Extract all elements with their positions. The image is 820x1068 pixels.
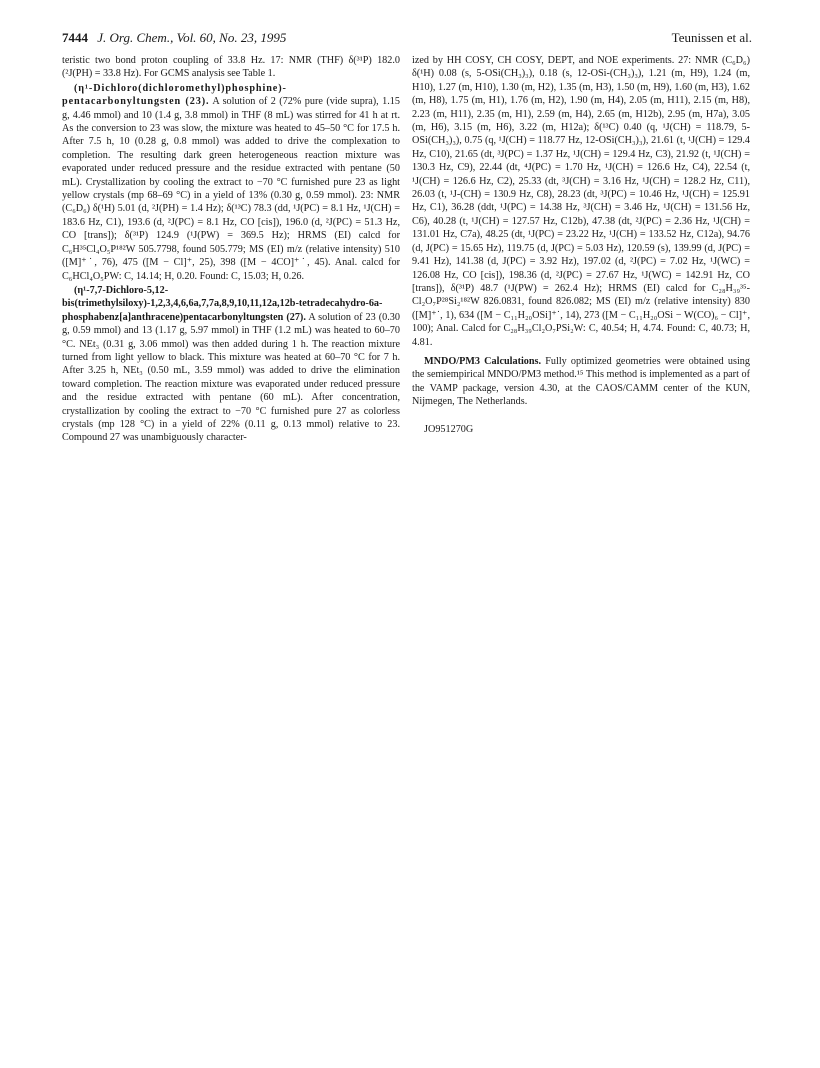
compound-23-paragraph	[62, 82, 400, 283]
right-column	[412, 54, 750, 436]
continuation-paragraph	[62, 54, 400, 81]
compound-27-heading: (η¹-7,7-Dichloro-5,12-bis(trimethylsiloxy)-1,2,3,4,6,6a,7,7a,8,9,10,11,12a,12b-tetradecahydro-6a-phosphabenz[a]anthracene)pentacarbonyltungsten (27).	[62, 284, 383, 323]
manuscript-id-text: JO951270G	[424, 423, 474, 435]
compound-23-heading: (η¹-Dichloro(dichloromethyl)phosphine)-pentacarbonyltungsten (23).	[62, 82, 287, 108]
compound-27-paragraph	[62, 284, 400, 445]
paragraph-text: A solution of 23 (0.30 g, 0.59 mmol) and 13 (1.17 g, 5.97 mmol) in THF (1.2 mL) was heated to 60–70 °C. NEt₃ (0.31 g, 3.06 mmol) was then added during 1 h. The reaction mixture turned from light yellow to black. This mixture was heated at 60–70 °C for 7 h. After 3.25 h, NEt₃ (0.50 mL, 3.59 mmol) was added to drive the elimination toward completion. The reaction mixture was evaporated under reduced pressure and the residue extracted with pentane (60 mL). After concentration, crystallization by cooling the extract to −70 °C furnished pure 27 as colorless crystals (mp 128 °C) in a yield of 22% (0.11 g, 0.13 mmol) relative to 23. Compound 27 was unambiguously character-	[62, 311, 400, 444]
paragraph-text: teristic two bond proton coupling of 33.8 Hz. 17: NMR (THF) δ(³¹P) 182.0 (²J(PH) = 33.8 Hz). For GCMS analysis see Table 1.	[62, 55, 400, 80]
paragraph-text: ized by HH COSY, CH COSY, DEPT, and NOE experiments. 27: NMR (C₆D₆) δ(¹H) 0.08 (s, 5-OSi(CH₃)₃), 0.18 (s, 12-OSi-(CH₃)₃), 1.21 (m, H9), 1.24 (m, H10), 1.27 (m, H10), 1.30 (m, H2), 1.35 (m, H3), 1.50 (m, H9), 1.60 (m, H3), 1.62 (m, H8), 1.75 (m, H1), 1.76 (m, H2), 1.90 (m, H4), 2.05 (m, H11), 2.15 (m, H8), 2.23 (m, H11), 2.35 (m, H1), 2.59 (m, H4), 2.65 (m, H12b), 2.95 (m, H7a), 3.05 (m, H6), 3.15 (m, H6), 3.22 (m, H12a); δ(¹³C) 0.40 (q, ¹J(CH) = 118.79, 5-OSi(CH₃)₃), 0.75 (q, ¹J(CH) = 118.77 Hz, 12-OSi(CH₃)₃), 21.61 (t, ¹J(CH) = 129.4 Hz, C10), 21.65 (dt, ³J(PC) = 1.37 Hz, ¹J(CH) = 129.4 Hz, C3), 21.92 (t, ¹J(CH) = 130.3 Hz, C9), 22.44 (dt, ⁴J(PC) = 1.70 Hz, ¹J(CH) = 126.6 Hz, C4), 22.54 (t, ¹J(CH) = 126.6 Hz, C2), 25.33 (dt, ³J(CH) = 3.16 Hz, ¹J(CH) = 128.2 Hz, C11), 26.03 (t, ¹J-(CH) = 130.9 Hz, C8), 28.23 (dt, ³J(PC) = 10.46 Hz, ¹J(CH) = 125.91 Hz, C1), 36.28 (ddt, ¹J(PC) = 14.38 Hz, ³J(CH) = 3.46 Hz, ¹J(CH) = 131.56 Hz, C6), 40.28 (t, ¹J(CH) = 127.57 Hz, C12b), 47.38 (dt, ²J(PC) = 2.36 Hz, ¹J(CH) = 131.01 Hz, C7a), 48.25 (dt, ¹J(PC) = 23.22 Hz, ¹J(CH) = 133.52 Hz, C12a), 94.76 (d, J(PC) = 15.65 Hz), 119.75 (d, J(PC) = 5.03 Hz), 120.59 (s), 139.99 (d, J(PC) = 9.41 Hz), 141.38 (d, J(PC) = 3.92 Hz), 197.02 (d, ²J(PC) = 7.02 Hz, ¹J(WC) = 126.08 Hz, CO [cis]), 198.36 (d, ²J(PC) = 27.67 Hz, ¹J(WC) = 142.91 Hz, CO [trans]), δ(³¹P) 48.7 (¹J(PW) = 262.4 Hz); HRMS (EI) calcd for C₂₈H₃₉³⁵-Cl₂O₇P²⁸Si₂¹⁸²W 826.0831, found 826.082; MS (EI) m/z (relative intensity) 830 ([M]⁺˙, 1), 634 ([M − C₁₁H₂₀OSi]⁺˙, 14), 273 ([M − C₁₁H₂₀OSi − W(CO)₆ − Cl]⁺, 100); Anal. Calcd for C₂₈H₃₉Cl₂O₇PSi₂W: C, 40.54; H, 4.74. Found: C, 40.73; H, 4.81.	[412, 55, 750, 348]
paragraph-text: Fully optimized geometries were obtained using the semiempirical MNDO/PM3 method.¹⁵ This method is implemented as a part of the VAMP package, version 4.30, at the CAOS/CAMM center of the KUN, Nijmegen, The Netherlands.	[412, 355, 750, 408]
journal-citation: J. Org. Chem., Vol. 60, No. 23, 1995	[97, 30, 287, 45]
running-author: Teunissen et al.	[671, 30, 752, 45]
nmr-data-paragraph	[412, 54, 750, 349]
page-header	[62, 30, 752, 48]
page-number: 7444	[62, 30, 88, 45]
left-column	[62, 54, 400, 445]
header-left	[62, 30, 286, 46]
mndo-paragraph	[412, 355, 750, 409]
paragraph-text: A solution of 2 (72% pure (vide supra), 1.15 g, 4.46 mmol) and 10 (1.4 g, 3.8 mmol) in THF (8 mL) was stirred for 41 h at rt. As the conversion to 23 was slow, the mixture was heated to 45–50 °C for 17.5 h. After 7.5 h, 10 (0.28 g, 0.8 mmol) was added to drive the complexation to completion. The resulting dark green heterogeneous reaction mixture was evaporated under reduced pressure and the residue extracted with pentane (50 mL). Crystallization by cooling the extract to −70 °C furnished pure 23 as light yellow crystals (mp 68–69 °C) in a yield of 13% (0.30 g, 0.59 mmol). 23: NMR (C₆D₆) δ(¹H) 5.01 (d, ²J(PH) = 1.4 Hz); δ(¹³C) 78.3 (dd, ¹J(PC) = 8.1 Hz, ¹J(CH) = 183.6 Hz, C1), 193.6 (d, ²J(PC) = 8.1 Hz, CO [cis]), 196.0 (d, ²J(PC) = 51.3 Hz, CO [trans]); δ(³¹P) 124.9 (¹J(PW) = 369.5 Hz); HRMS (EI) calcd for C₆H³⁵Cl₄O₅P¹⁸²W 505.7798, found 505.779; MS (EI) m/z (relative intensity) 510 ([M]⁺˙, 76), 475 ([M − Cl]⁺, 25), 398 ([M − 4CO]⁺˙, 45). Anal. calcd for C₆HCl₄O₅PW: C, 14.14; H, 0.20. Found: C, 15.03; H, 0.26.	[62, 96, 400, 282]
mndo-heading: MNDO/PM3 Calculations.	[424, 355, 542, 367]
manuscript-id	[412, 423, 750, 436]
